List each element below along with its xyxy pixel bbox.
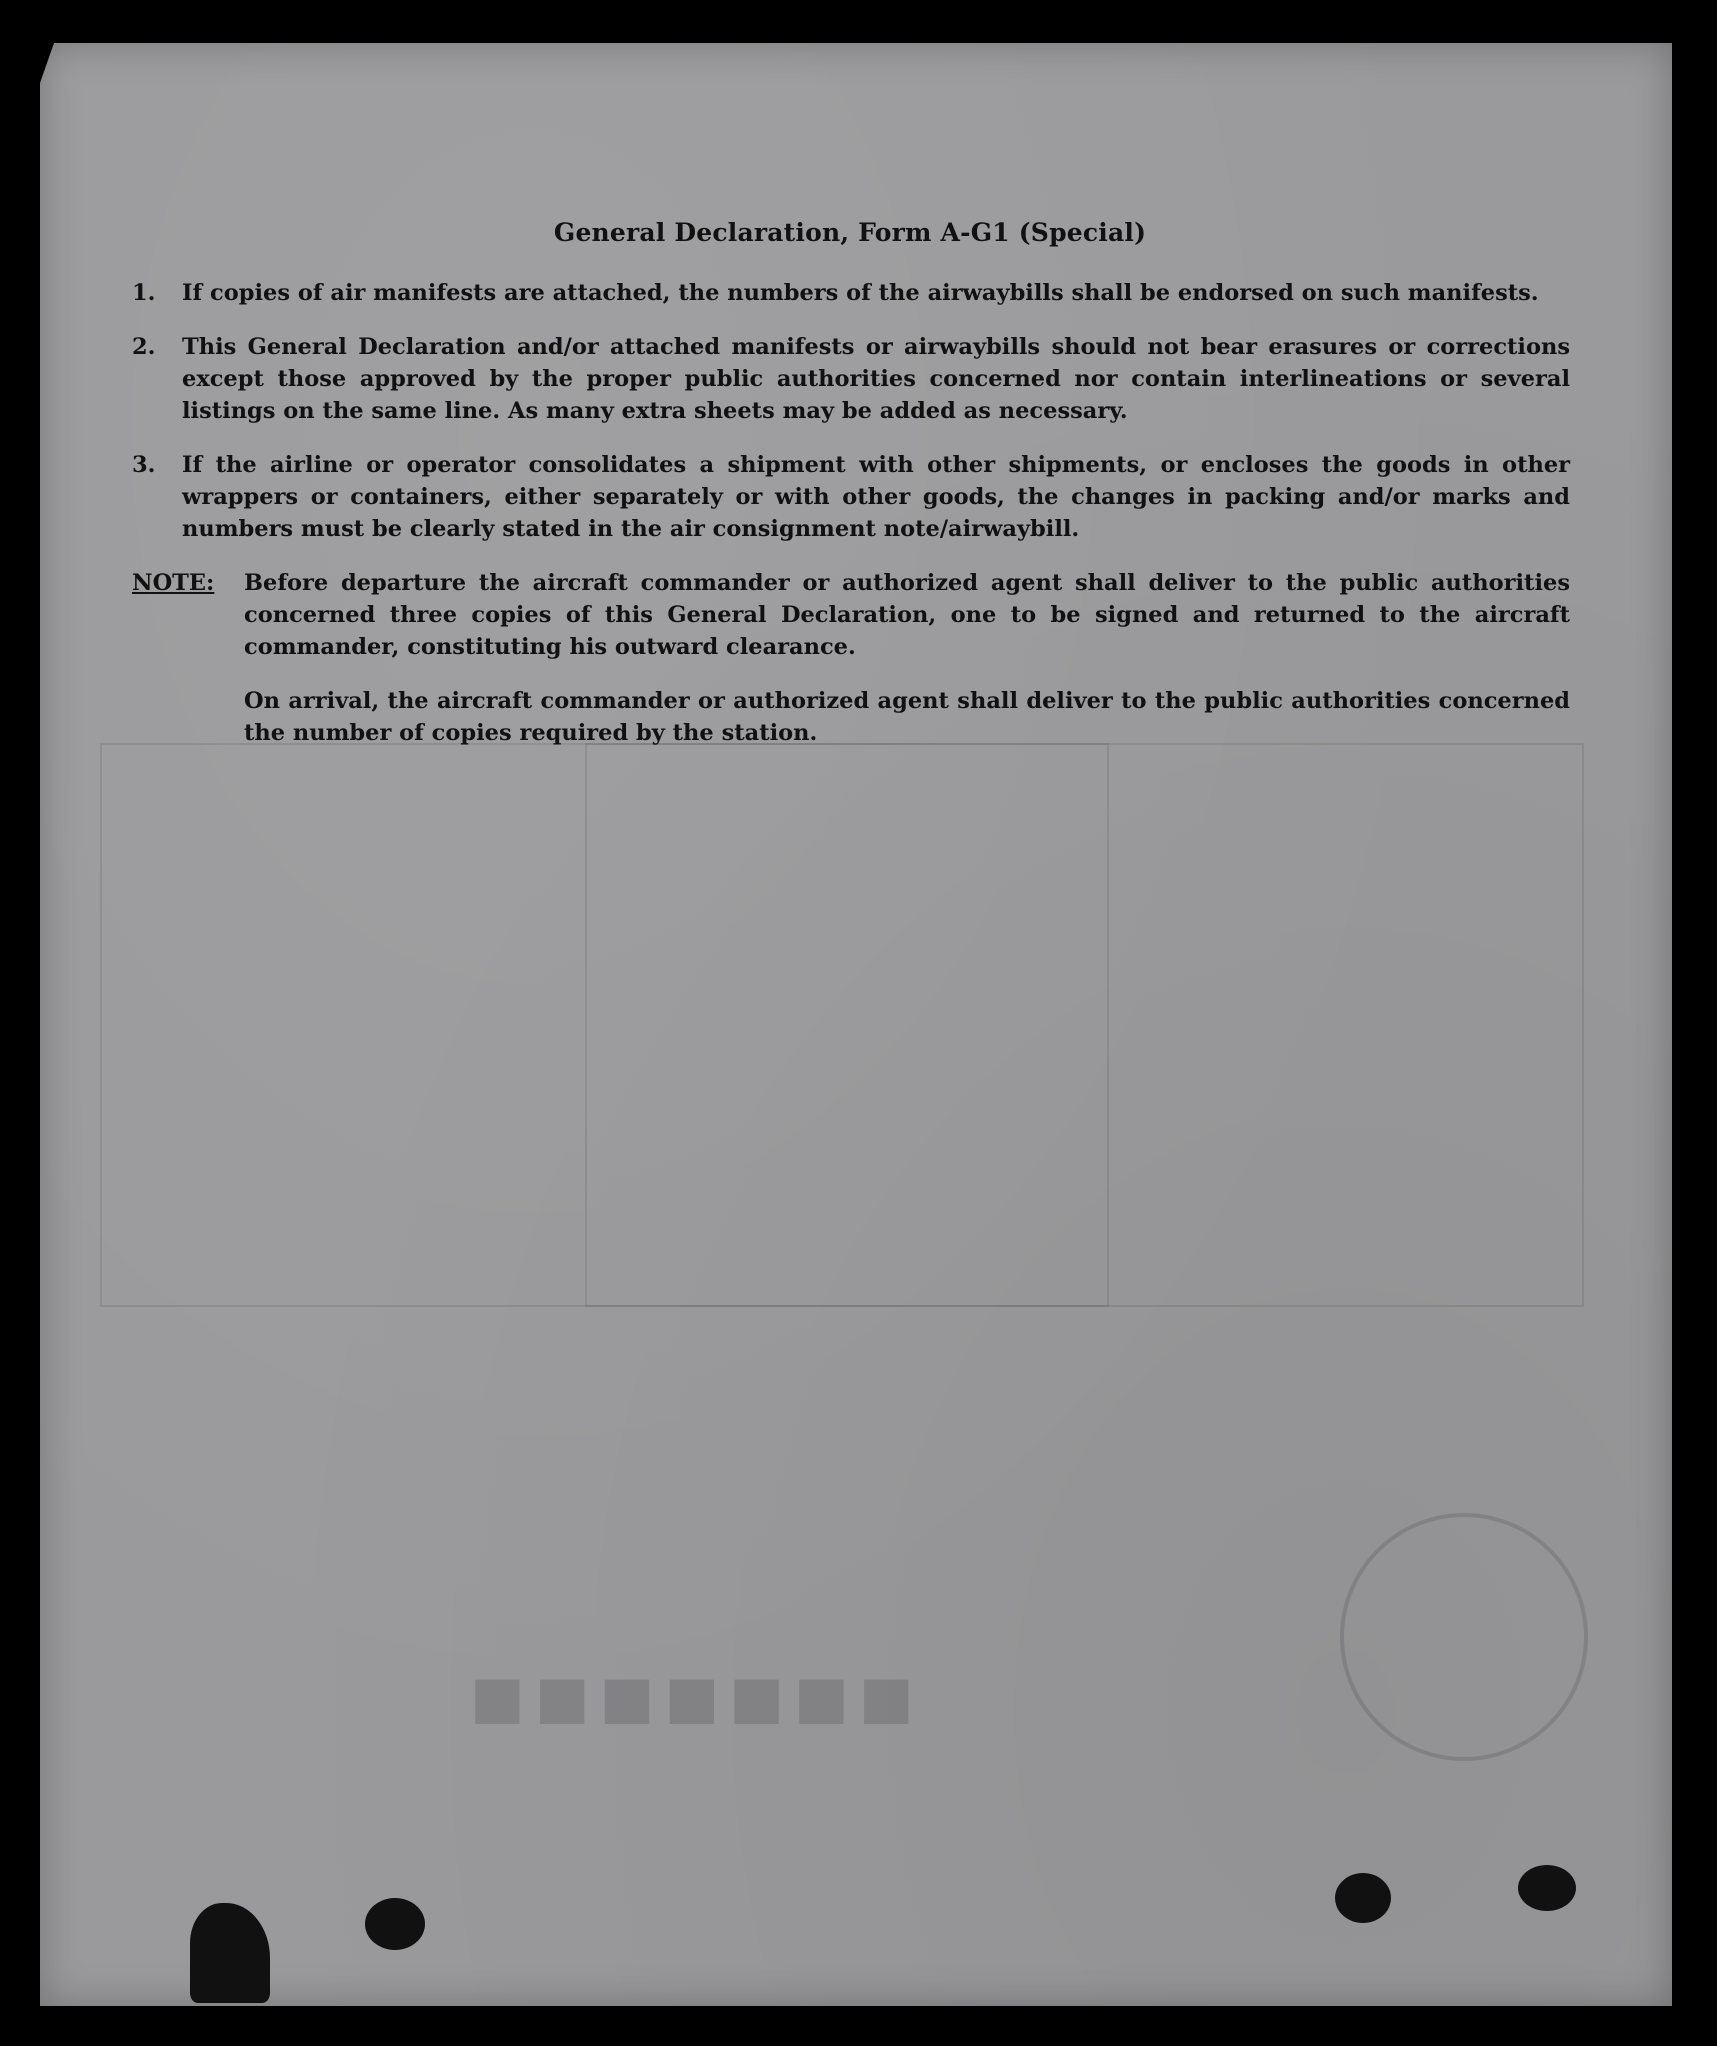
note-label: NOTE: <box>132 570 215 596</box>
faint-circular-stamp <box>1340 1513 1588 1761</box>
instruction-item <box>130 277 1570 309</box>
item-text: This General Declaration and/or attached manifests or airwaybills should not bear erasures or corrections except those approved by the proper public authorities concerned nor contain interlineations or several listings on the same line. As many extra sheets may be added as necessary. <box>182 334 1570 424</box>
punch-hole <box>190 1903 270 2003</box>
declaration-instructions <box>130 218 1570 771</box>
bleed-through-heading: ■■■■■■■ <box>460 1663 914 1731</box>
item-number: 2. <box>132 334 156 360</box>
item-number: 3. <box>132 452 156 478</box>
document-title: General Declaration, Form A-G1 (Special) <box>553 218 1147 247</box>
instruction-item <box>130 331 1570 427</box>
punch-hole <box>365 1898 425 1950</box>
folded-corner <box>40 43 54 83</box>
item-text: If the airline or operator consolidates a shipment with other shipments, or encloses the goods in other wrappers or containers, either separately or with other goods, the changes in packing and/or marks and numbers must be clearly stated in the air consignment note/airwaybill. <box>182 452 1570 542</box>
instruction-item <box>130 449 1570 545</box>
item-text: If copies of air manifests are attached, the numbers of the airwaybills shall be endorsed on such manifests. <box>182 280 1539 306</box>
punch-hole <box>1335 1873 1391 1923</box>
note-body <box>244 567 1570 771</box>
document-page <box>40 43 1672 2006</box>
bleed-through-column <box>585 743 1109 1307</box>
item-number: 1. <box>132 280 156 306</box>
note-paragraph-departure: Before departure the aircraft commander or authorized agent shall deliver to the public authorities concerned three copies of this General Declaration, one to be signed and returned to the aircraft commander, constituting his outward clearance. <box>244 570 1570 660</box>
note-paragraph-arrival: On arrival, the aircraft commander or authorized agent shall deliver to the public authorities concerned the number of copies required by the station. <box>244 688 1570 746</box>
punch-hole <box>1518 1865 1576 1911</box>
note-section <box>130 567 1570 771</box>
